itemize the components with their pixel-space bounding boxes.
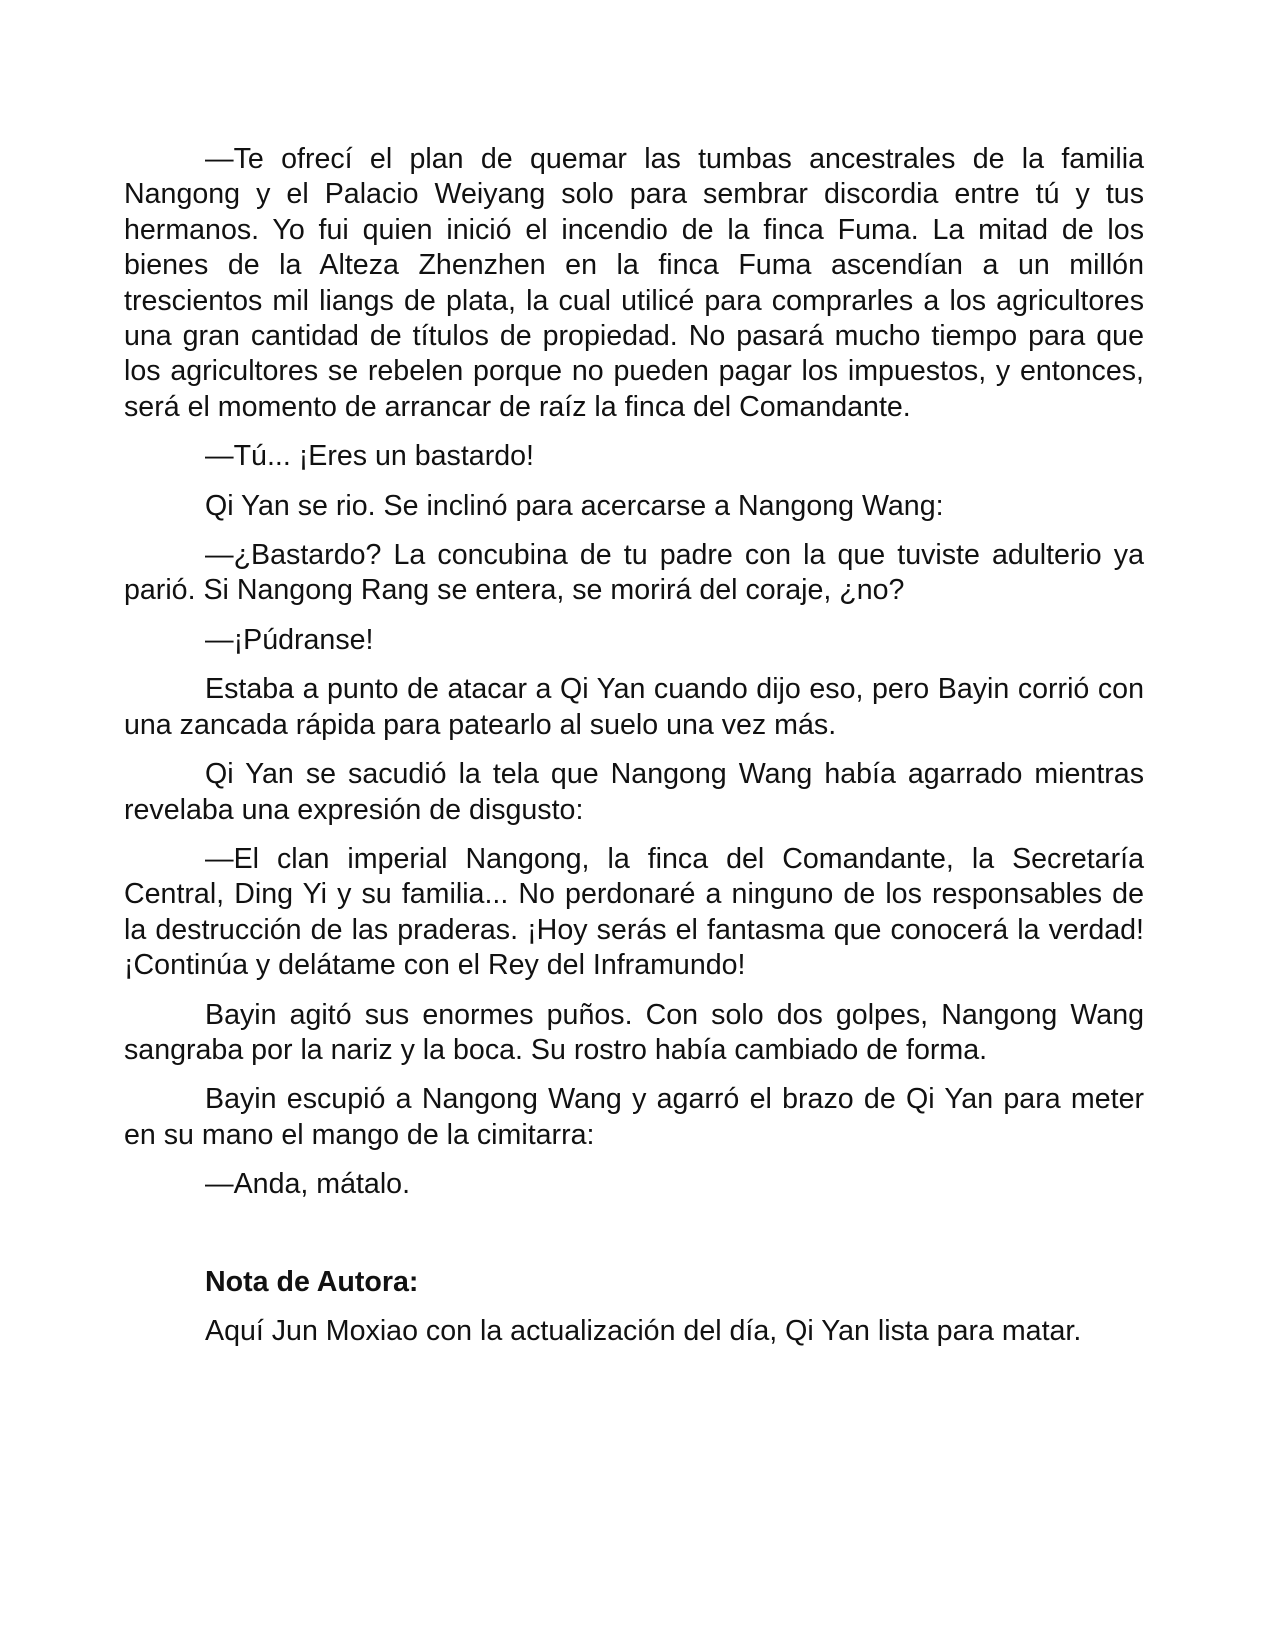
paragraph: —Te ofrecí el plan de quemar las tumbas ancestrales de la familia Nangong y el Palacio Weiyang solo para sembrar discordia entre tú y tus hermanos. Yo fui quien inició el incendio de la finca Fuma. La mitad de los bienes de la Alteza Zhenzhen en la finca Fuma ascendían a un millón trescientos mil liangs de plata, la cual utilicé para comprarles a los agricultores una gran cantidad de títulos de propiedad. No pasará mucho tiempo para que los agricultores se rebelen porque no pueden pagar los impuestos, y entonces, será el momento de arrancar de raíz la finca del Comandante. xyxy=(124,143,1144,423)
paragraph: Estaba a punto de atacar a Qi Yan cuando dijo eso, pero Bayin corrió con una zancada rápida para patearlo al suelo una vez más. xyxy=(124,673,1144,741)
paragraph: Bayin agitó sus enormes puños. Con solo dos golpes, Nangong Wang sangraba por la nariz y la boca. Su rostro había cambiado de forma. xyxy=(124,998,1144,1066)
paragraph: —El clan imperial Nangong, la finca del Comandante, la Secretaría Central, Ding Yi y su familia... No perdonaré a ninguno de los responsables de la destrucción de las praderas. ¡Hoy serás el fantasma que conocerá la verdad! ¡Continúa y delátame con el Rey del Inframundo! xyxy=(124,842,1144,982)
story-text xyxy=(124,142,1144,1203)
document-page xyxy=(124,142,1144,1349)
paragraph: —¿Bastardo? La concubina de tu padre con la que tuviste adulterio ya parió. Si Nangong Rang se entera, se morirá del coraje, ¿no? xyxy=(124,539,1144,607)
paragraph: Qi Yan se rio. Se inclinó para acercarse a Nangong Wang: xyxy=(205,489,944,522)
paragraph: Bayin escupió a Nangong Wang y agarró el brazo de Qi Yan para meter en su mano el mango de la cimitarra: xyxy=(124,1083,1144,1151)
paragraph: —¡Púdranse! xyxy=(205,623,374,656)
paragraph: —Tú... ¡Eres un bastardo! xyxy=(205,440,534,473)
paragraph: Qi Yan se sacudió la tela que Nangong Wang había agarrado mientras revelaba una expresión de disgusto: xyxy=(124,758,1144,826)
author-note xyxy=(124,1265,1144,1350)
paragraph: —Anda, mátalo. xyxy=(205,1168,411,1201)
author-note-body: Aquí Jun Moxiao con la actualización del día, Qi Yan lista para matar. xyxy=(205,1314,1082,1347)
author-note-heading: Nota de Autora: xyxy=(205,1265,419,1298)
